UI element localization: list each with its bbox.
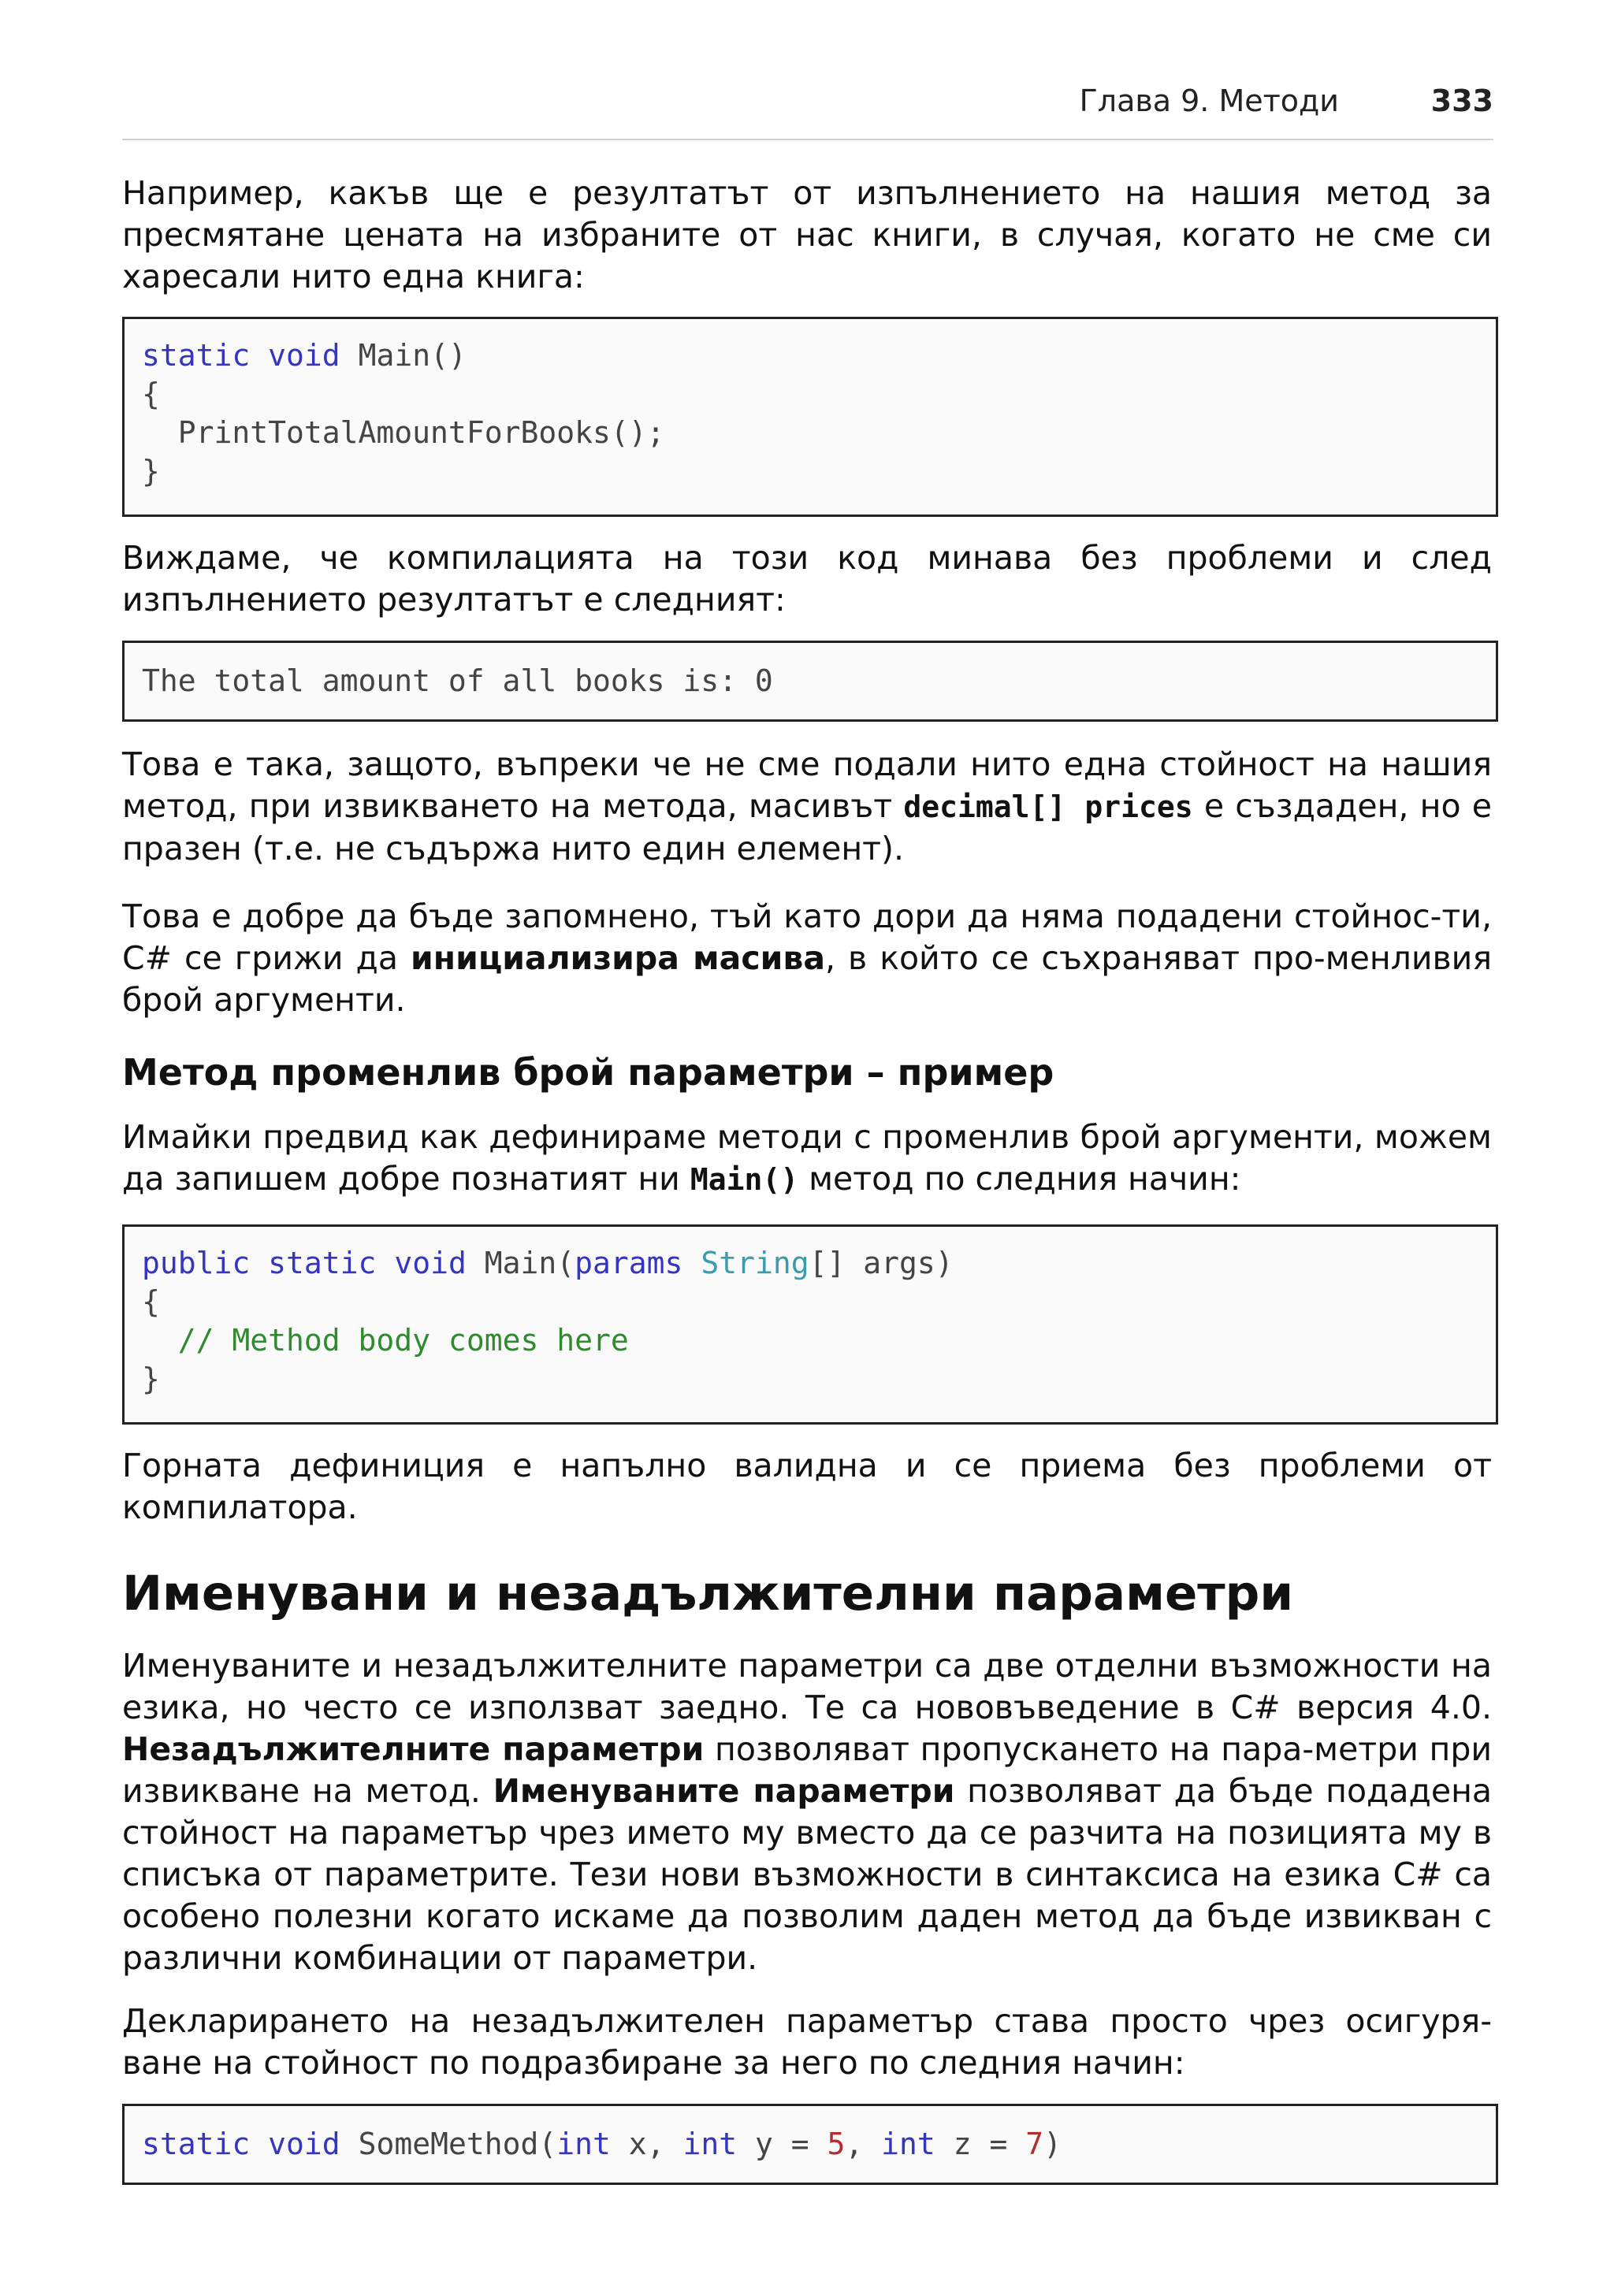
paragraph-intro: Например, какъв ще е резултатът от изпълнението на нашия метод за пресмятане цената на избраните от нас книги, в случая, когато не сме си харесали нито една книга: xyxy=(122,174,1492,295)
code-keyword: void xyxy=(268,338,340,373)
section-heading-named: Именувани и незадължителни параметри xyxy=(122,1566,1294,1622)
code-comment: // Method body comes here xyxy=(177,1323,629,1358)
bold-text: инициализира масива xyxy=(411,939,825,977)
code-block-main xyxy=(122,317,1498,517)
paragraph-main-args: Имайки предвид как дефинираме методи с променлив брой аргументи, можем да запишем добре познатият ни Main() метод по следния начин: xyxy=(122,1118,1492,1198)
bold-text: Незадължителните параметри xyxy=(122,1730,705,1768)
output-text: The total amount of all books is: 0 xyxy=(142,663,773,698)
paragraph-declare: Декларирането на незадължителен параметър става просто чрез осигуря-ване на стойност по подразбиране за него по следния начин: xyxy=(122,2002,1492,2082)
code-text: { xyxy=(142,377,160,411)
code-block-optional: static void SomeMethod(int x, int y = 5, int z = 7) xyxy=(122,2104,1498,2185)
paragraph-valid: Горната дефиниция е напълно валидна и се приема без проблеми от компилатора. xyxy=(122,1447,1492,1526)
page-number: 333 xyxy=(1430,84,1493,118)
paragraph-note: Това е добре да бъде запомнено, тъй като дори да няма подадени стойнос-ти, C# се грижи да инициализира масива, в който се съхраняват про-менливия брой аргументи. xyxy=(122,897,1492,1019)
paragraph-named-optional: Именуваните и незадължителните параметри са две отделни възможности на езика, но често се използват заедно. Те са нововъведение в C# версия 4.0. Незадължителните параметри позволяват пропускането на пара-метри при извикване на метод. Именуваните параметри позволяват да бъде подадена стойност на параметър чрез името му вместо да се разчита на позицията му в списъка от параметрите. Тези нови възможности в синтаксиса на езика C# са особено полезни когато искаме да позволим даден метод да бъде извикван с различни комбинации от параметри. xyxy=(122,1647,1493,1977)
inline-code: decimal[] prices xyxy=(903,789,1193,824)
code-text: } xyxy=(142,454,160,489)
code-keyword: static xyxy=(142,338,251,373)
page-header xyxy=(122,84,1493,120)
code-text: PrintTotalAmountForBooks(); xyxy=(177,415,665,450)
inline-code: Main() xyxy=(690,1162,799,1197)
paragraph-compile: Виждаме, че компилацията на този код минава без проблеми и след изпълнението резултатът е следният: xyxy=(122,539,1492,619)
output-block xyxy=(122,641,1498,722)
chapter-title: Глава 9. Методи xyxy=(1079,84,1339,118)
code-text: Main() xyxy=(358,338,467,373)
header-divider xyxy=(122,139,1493,140)
paragraph-explanation: Това е така, защото, въпреки че не сме подали нито една стойност на нашия метод, при извикването на метода, масивът decimal[] prices е създаден, но е празен (т.е. не съдържа нито един елемент). xyxy=(122,745,1492,868)
bold-text: Именуваните параметри xyxy=(493,1772,955,1810)
code-block-params: public static void Main(params String[] args) { // Method body comes here } xyxy=(122,1224,1498,1425)
section-heading-example: Метод променлив брой параметри – пример xyxy=(122,1051,1054,1094)
